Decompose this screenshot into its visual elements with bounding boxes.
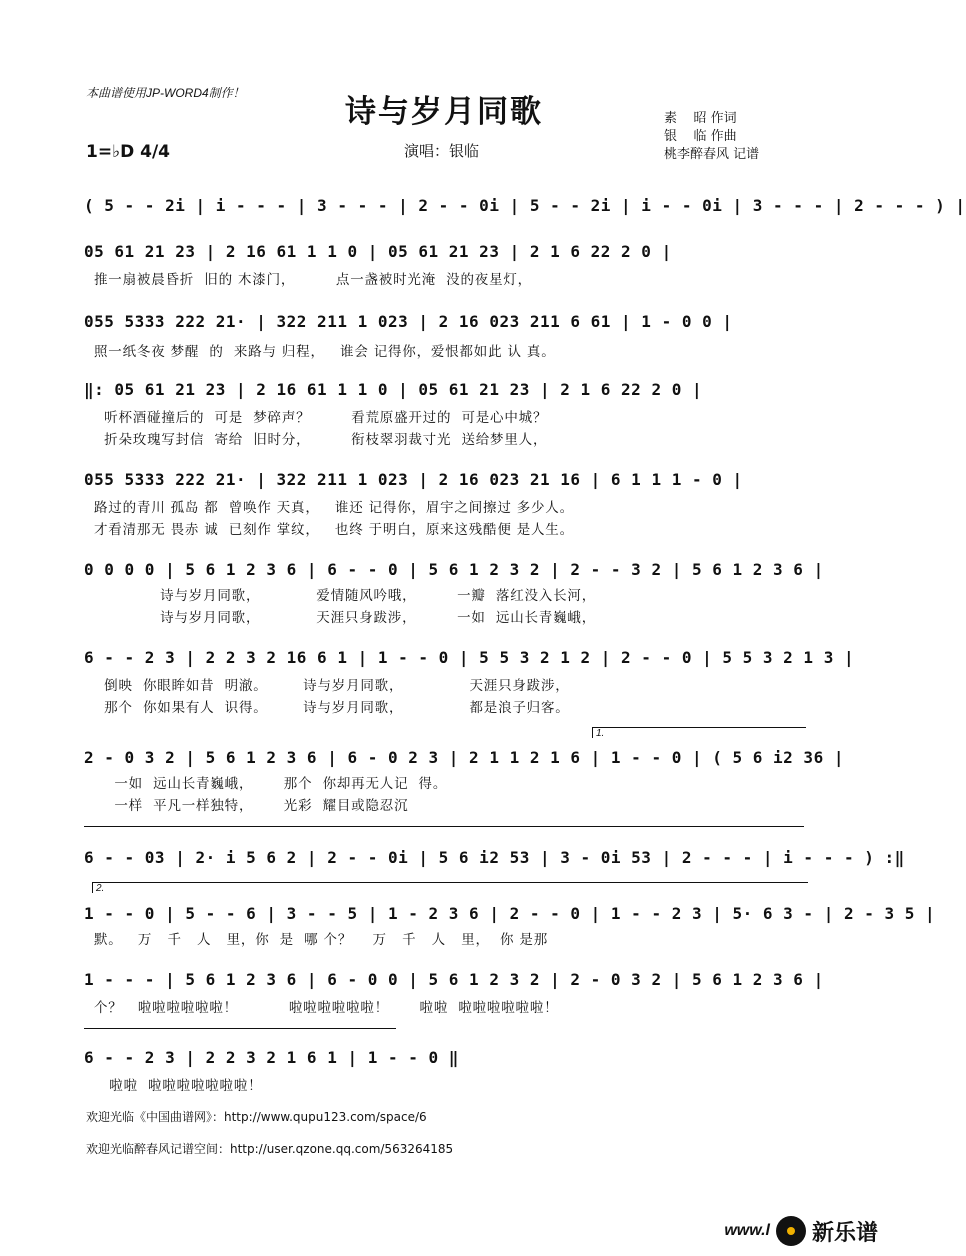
lyric-line: 照一纸冬夜 梦醒 的 来路与 归程， 谁会 记得你，爱恨都如此 认 真。 <box>94 344 556 360</box>
notation-line: ‖: 05 61 21 23 | 2 16 61 1 1 0 | 05 61 21 23 | 2 1 6 22 2 0 | <box>84 380 703 399</box>
lyric-line: 路过的青川 孤岛 都 曾唤作 天真， 谁还 记得你，眉宇之间擦过 多少人。 <box>94 500 574 516</box>
watermark-url: www.l <box>724 1222 770 1239</box>
footer-link-qupu[interactable]: 欢迎光临《中国曲谱网》：http://www.qupu123.com/space/6 <box>86 1110 427 1124</box>
notation-line: 1 - - - | 5 6 1 2 3 6 | 6 - 0 0 | 5 6 1 2 3 2 | 2 - 0 3 2 | 5 6 1 2 3 6 | <box>84 970 824 989</box>
tie-line <box>84 1028 396 1029</box>
software-note: 本曲谱使用JP-WORD4制作！ <box>86 86 245 100</box>
credits <box>664 110 759 164</box>
lyric-line: 才看清那无 畏赤 诚 已刻作 掌纹， 也终 于明白，原来这残酷便 是人生。 <box>94 522 574 538</box>
first-ending-line <box>84 826 804 827</box>
notation-line: 055 5333 222 21· | 322 211 1 023 | 2 16 023 211 6 61 | 1 - 0 0 | <box>84 312 733 331</box>
song-title: 诗与岁月同歌 <box>345 94 543 130</box>
notation-line: 2 - 0 3 2 | 5 6 1 2 3 6 | 6 - 0 2 3 | 2 1 1 2 1 6 | 1 - - 0 | ( 5 6 i2 36 | <box>84 748 844 767</box>
lyricist-credit: 素 昭 作词 <box>664 111 737 126</box>
lyric-line: 默。 万 千 人 里，你 是 哪 个？ 万 千 人 里， 你 是那 <box>94 932 549 948</box>
notation-line: 05 61 21 23 | 2 16 61 1 1 0 | 05 61 21 23 | 2 1 6 22 2 0 | <box>84 242 672 261</box>
vinyl-disc-icon <box>776 1216 806 1246</box>
lyric-line: 一如 远山长青巍峨， 那个 你却再无人记 得。 <box>94 776 448 792</box>
lyric-line: 倒映 你眼眸如昔 明澈。 诗与岁月同歌， 天涯只身跋涉， <box>94 678 570 694</box>
lyric-line: 那个 你如果有人 识得。 诗与岁月同歌， 都是浪子归客。 <box>94 700 570 716</box>
lyric-line: 推一扇被晨昏折 旧的 木漆门， 点一盏被时光淹 没的夜星灯， <box>94 272 532 288</box>
notation-line: 055 5333 222 21· | 322 211 1 023 | 2 16 023 21 16 | 6 1 1 1 - 0 | <box>84 470 743 489</box>
notation-line: 1 - - 0 | 5 - - 6 | 3 - - 5 | 1 - 2 3 6 | 2 - - 0 | 1 - - 2 3 | 5· 6 3 - | 2 - 3 5 | <box>84 904 936 923</box>
composer-credit: 银 临 作曲 <box>664 129 737 144</box>
lyric-line: 诗与岁月同歌， 天涯只身跋涉， 一如 远山长青巍峨， <box>94 610 597 626</box>
footer-link-qzone[interactable]: 欢迎光临醉春风记谱空间：http://user.qzone.qq.com/563264185 <box>86 1142 454 1156</box>
second-ending-bracket: 2. <box>92 882 808 893</box>
watermark <box>724 1214 878 1248</box>
key-signature: 1=♭D 4/4 <box>86 142 170 162</box>
lyric-line: 听杯酒碰撞后的 可是 梦碎声？ 看荒原盛开过的 可是心中城？ <box>94 410 548 426</box>
transcriber-credit: 桃李醉春风 记谱 <box>664 147 760 162</box>
lyric-line: 诗与岁月同歌， 爱情随风吟哦， 一瓣 落红没入长河， <box>94 588 597 604</box>
notation-line: 0 0 0 0 | 5 6 1 2 3 6 | 6 - - 0 | 5 6 1 2 3 2 | 2 - - 3 2 | 5 6 1 2 3 6 | <box>84 560 824 579</box>
notation-line: 6 - - 2 3 | 2 2 3 2 16 6 1 | 1 - - 0 | 5 5 3 2 1 2 | 2 - - 0 | 5 5 3 2 1 3 | <box>84 648 855 667</box>
singer: 演唱：银临 <box>404 142 480 160</box>
lyric-line: 啦啦 啦啦啦啦啦啦啦！ <box>94 1078 263 1094</box>
lyric-line: 折朵玫瑰写封信 寄给 旧时分， 衔枝翠羽裁寸光 送给梦里人， <box>94 432 548 448</box>
lyric-line: 个？ 啦啦啦啦啦啦！ 啦啦啦啦啦啦！ 啦啦 啦啦啦啦啦啦！ <box>94 1000 559 1016</box>
notation-line: 6 - - 2 3 | 2 2 3 2 1 6 1 | 1 - - 0 ‖ <box>84 1048 459 1067</box>
notation-line: 6 - - 03 | 2· i 5 6 2 | 2 - - 0i | 5 6 i2 53 | 3 - 0i 53 | 2 - - - | i - - - ) :‖ <box>84 848 905 867</box>
watermark-name: 新乐谱 <box>811 1220 878 1246</box>
notation-line: ( 5 - - 2i | i - - - | 3 - - - | 2 - - 0i | 5 - - 2i | i - - 0i | 3 - - - | 2 - - - ) | <box>84 196 966 215</box>
lyric-line: 一样 平凡一样独特， 光彩 耀目或隐忍沉 <box>94 798 409 814</box>
first-ending-bracket: 1. <box>592 727 806 738</box>
